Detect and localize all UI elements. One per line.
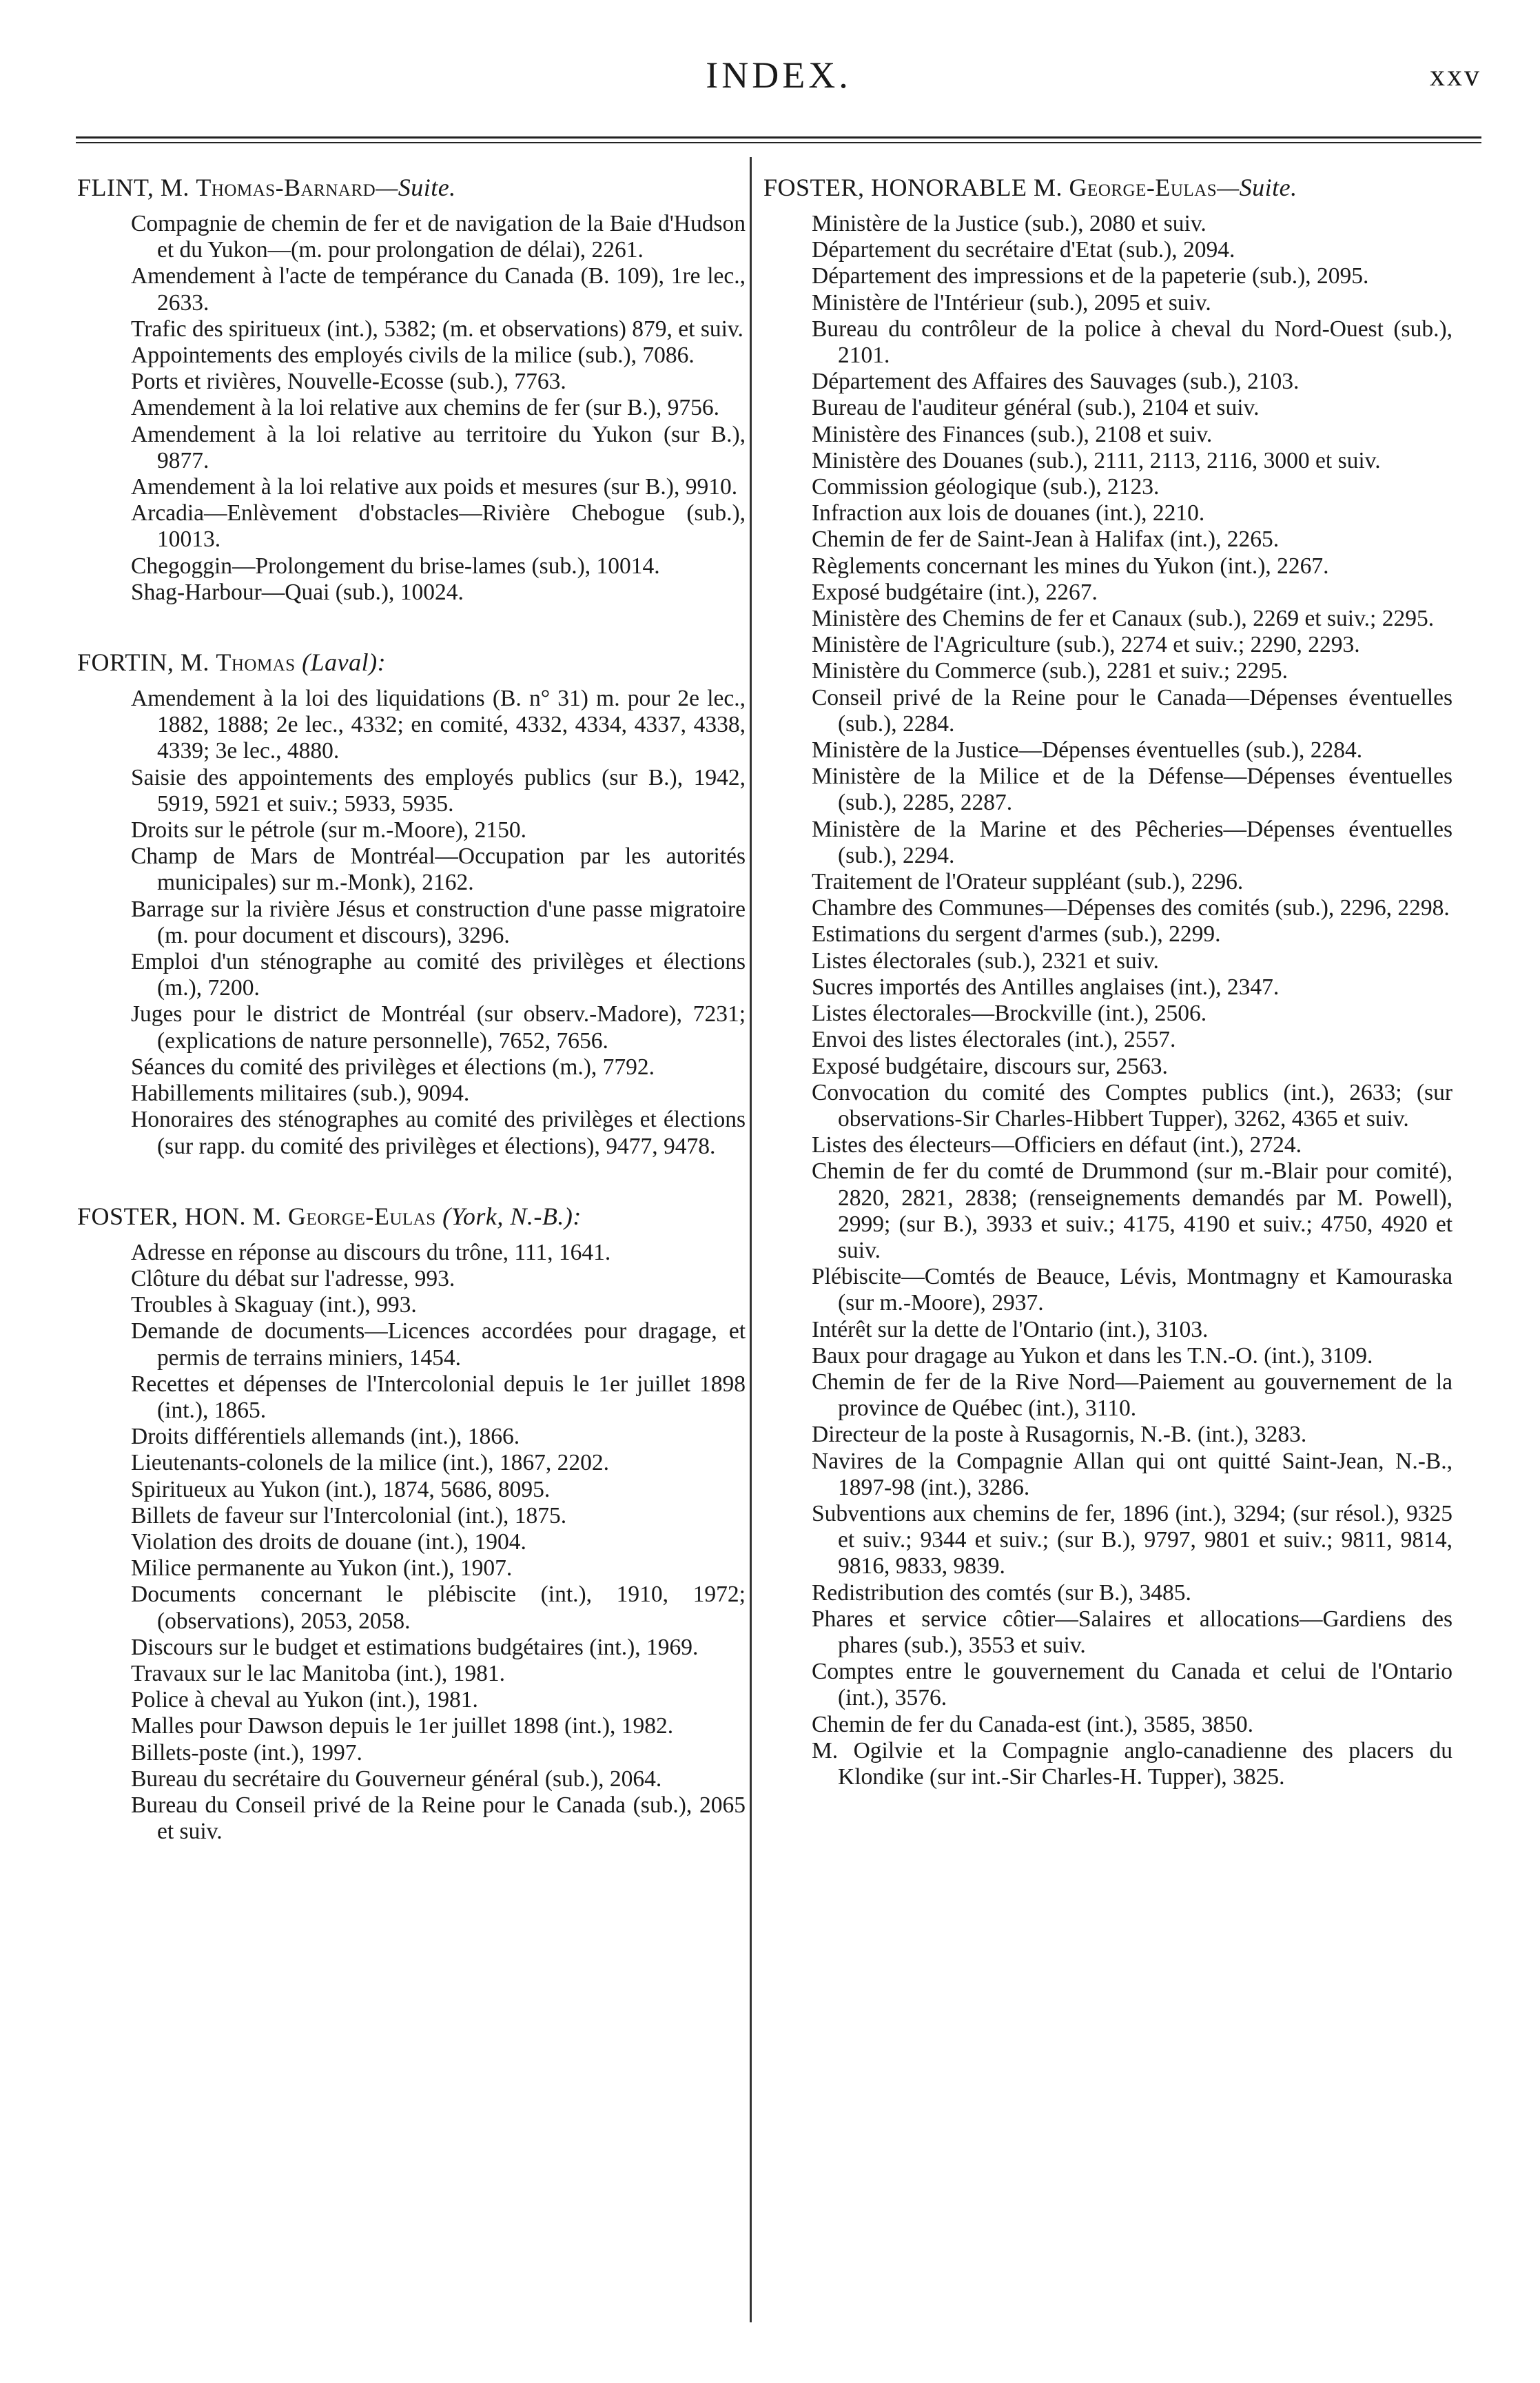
index-entry: Chemin de fer de Saint-Jean à Halifax (int.), 2265. [812,526,1280,553]
index-section [77,174,746,606]
index-entry: Appointements des employés civils de la milice (sub.), 7086. [131,342,695,369]
index-entry: Ministère de l'Agriculture (sub.), 2274 et suiv.; 2290, 2293. [812,632,1360,658]
index-entry: Champ de Mars de Montréal—Occupation par les autorités municipales) sur m.-Monk), 2162. [131,843,746,896]
index-entry: Département du secrétaire d'Etat (sub.), 2094. [812,237,1235,263]
index-entry: Bureau du secrétaire du Gouverneur général (sub.), 2064. [131,1766,662,1792]
index-entry: Ministère des Douanes (sub.), 2111, 2113, 2116, 3000 et suiv. [812,447,1381,473]
index-entry: Adresse en réponse au discours du trône, 111, 1641. [131,1239,611,1265]
column-divider [750,157,752,2322]
index-entry: Bureau de l'auditeur général (sub.), 2104 et suiv. [812,395,1260,421]
member-suffix: —Suite. [1217,174,1297,201]
index-entry: Emploi d'un sténographe au comité des privilèges et élections (m.), 7200. [131,949,746,1001]
index-entry: Infraction aux lois de douanes (int.), 2210. [812,500,1205,526]
header-rule [76,136,1481,139]
member-given-names: George-Eulas [288,1202,436,1230]
index-entry: Billets-poste (int.), 1997. [131,1739,362,1766]
member-suffix: (York, N.-B.): [435,1202,582,1230]
index-entry: Ministère des Finances (sub.), 2108 et suiv. [812,421,1213,447]
index-entry: Exposé budgétaire, discours sur, 2563. [812,1053,1168,1079]
section-heading [77,648,746,676]
index-entry: Directeur de la poste à Rusagornis, N.-B. (int.), 3283. [812,1422,1307,1448]
index-entry: Chegoggin—Prolongement du brise-lames (sub.), 10014. [131,553,660,579]
index-entry: Bureau du Conseil privé de la Reine pour le Canada (sub.), 2065 et suiv. [131,1792,746,1845]
index-entry: Juges pour le district de Montréal (sur observ.-Madore), 7231; (explications de nature personnelle), 7652, 7656. [131,1001,746,1054]
member-given-names: Thomas [216,648,296,677]
index-entry: Saisie des appointements des employés publics (sur B.), 1942, 5919, 5921 et suiv.; 5933, 5935. [131,764,746,817]
index-entry: Clôture du débat sur l'adresse, 993. [131,1265,455,1291]
member-given-names: George-Eulas [1069,174,1218,201]
index-entry: Ministère de la Justice—Dépenses éventuelles (sub.), 2284. [812,737,1363,764]
index-entry: Malles pour Dawson depuis le 1er juillet 1898 (int.), 1982. [131,1713,674,1739]
index-entry: Phares et service côtier—Salaires et allocations—Gardiens des phares (sub.), 3553 et suiv. [812,1606,1452,1658]
index-entry: Spiritueux au Yukon (int.), 1874, 5686, 8095. [131,1476,551,1502]
index-entry: Navires de la Compagnie Allan qui ont quitté Saint-Jean, N.-B., 1897-98 (int.), 3286. [812,1448,1452,1500]
index-entry: Amendement à la loi des liquidations (B. n° 31) m. pour 2e lec., 1882, 1888; 2e lec., 4332; en comité, 4332, 4334, 4337, 4338, 4339; 3e lec., 4880. [131,686,746,764]
index-entry: Milice permanente au Yukon (int.), 1907. [131,1555,513,1582]
running-head [76,54,1481,102]
index-entry: Discours sur le budget et estimations budgétaires (int.), 1969. [131,1634,699,1660]
index-section [77,1203,746,1845]
index-entry: Listes électorales—Brockville (int.), 2506. [812,1001,1207,1027]
index-entry: Demande de documents—Licences accordées pour dragage, et permis de terrains miniers, 1454. [131,1318,746,1371]
page-title: INDEX. [706,54,852,96]
index-entry: Ministère des Chemins de fer et Canaux (sub.), 2269 et suiv.; 2295. [812,606,1435,632]
header-rule-thin [76,142,1481,143]
index-entry: Amendement à l'acte de tempérance du Canada (B. 109), 1re lec., 2633. [131,263,746,316]
index-entry: Chemin de fer du comté de Drummond (sur m.-Blair pour comité), 2820, 2821, 2838; (renseignements demandés par M. Powell), 2999; (sur B.), 3933 et suiv.; 4175, 4190 et suiv.; 4750, 4920 et suiv. [812,1158,1452,1263]
index-entry: Arcadia—Enlèvement d'obstacles—Rivière Chebogue (sub.), 10013. [131,500,746,553]
index-entry: Trafic des spiritueux (int.), 5382; (m. et observations) 879, et suiv. [131,316,743,342]
index-entry: Amendement à la loi relative aux poids et mesures (sur B.), 9910. [131,474,738,500]
index-entry: Règlements concernant les mines du Yukon (int.), 2267. [812,553,1329,579]
index-entry: Séances du comité des privilèges et élections (m.), 7792. [131,1054,655,1080]
index-entry: Ports et rivières, Nouvelle-Ecosse (sub.), 7763. [131,369,566,395]
index-entry: Amendement à la loi relative au territoire du Yukon (sur B.), 9877. [131,421,746,473]
index-entry: Barrage sur la rivière Jésus et construction d'une passe migratoire (m. pour document et discours), 3296. [131,896,746,948]
index-entry: Violation des droits de douane (int.), 1904. [131,1528,526,1555]
index-entry: Estimations du sergent d'armes (sub.), 2299. [812,921,1221,948]
index-entry: Lieutenants-colonels de la milice (int.), 1867, 2202. [131,1450,610,1476]
index-entry: Chemin de fer de la Rive Nord—Paiement au gouvernement de la province de Québec (int.), 3110. [812,1369,1452,1422]
index-entry: Baux pour dragage au Yukon et dans les T.N.-O. (int.), 3109. [812,1342,1373,1369]
index-entry: Bureau du contrôleur de la police à cheval du Nord-Ouest (sub.), 2101. [812,316,1452,369]
member-name: FLINT, M. [77,174,189,201]
index-entry: Shag-Harbour—Quai (sub.), 10024. [131,579,464,605]
index-entry: Conseil privé de la Reine pour le Canada—Dépenses éventuelles (sub.), 2284. [812,684,1452,737]
member-name: FORTIN, M. [77,648,209,677]
index-entry: Compagnie de chemin de fer et de navigation de la Baie d'Hudson et du Yukon—(m. pour prolongation de délai), 2261. [131,211,746,263]
index-entry: Amendement à la loi relative aux chemins de fer (sur B.), 9756. [131,395,719,421]
index-entry: Redistribution des comtés (sur B.), 3485. [812,1579,1191,1606]
index-entry: Subventions aux chemins de fer, 1896 (int.), 3294; (sur résol.), 9325 et suiv.; 9344 et suiv.; (sur B.), 9797, 9801 et suiv.; 9811, 9814, 9816, 9833, 9839. [812,1500,1452,1579]
index-entry: M. Ogilvie et la Compagnie anglo-canadienne des placers du Klondike (sur int.-Sir Charles-H. Tupper), 3825. [812,1737,1452,1790]
index-entry: Exposé budgétaire (int.), 2267. [812,579,1098,605]
index-entry: Plébiscite—Comtés de Beauce, Lévis, Montmagny et Kamouraska (sur m.-Moore), 2937. [812,1264,1452,1316]
index-entry: Droits sur le pétrole (sur m.-Moore), 2150. [131,817,527,843]
index-entry: Recettes et dépenses de l'Intercolonial depuis le 1er juillet 1898 (int.), 1865. [131,1371,746,1423]
page-number: xxv [1430,59,1481,92]
section-heading [763,174,1452,201]
right-column [763,174,1452,1833]
member-suffix: —Suite. [376,174,456,201]
index-entry: Ministère de la Marine et des Pêcheries—Dépenses éventuelles (sub.), 2294. [812,816,1452,868]
index-entry: Listes des électeurs—Officiers en défaut (int.), 2724. [812,1132,1302,1158]
index-entry: Travaux sur le lac Manitoba (int.), 1981. [131,1660,506,1686]
index-entry: Chemin de fer du Canada-est (int.), 3585, 3850. [812,1711,1253,1737]
index-entry: Ministère de la Milice et de la Défense—Dépenses éventuelles (sub.), 2285, 2287. [812,764,1452,816]
index-entry: Troubles à Skaguay (int.), 993. [131,1292,417,1318]
section-heading [77,1203,746,1230]
member-suffix: (Laval): [295,648,387,677]
index-entry: Chambre des Communes—Dépenses des comités (sub.), 2296, 2298. [812,895,1450,921]
index-entry: Ministère du Commerce (sub.), 2281 et suiv.; 2295. [812,658,1288,684]
index-entry: Billets de faveur sur l'Intercolonial (int.), 1875. [131,1502,567,1528]
index-entry: Documents concernant le plébiscite (int.), 1910, 1972; (observations), 2053, 2058. [131,1582,746,1634]
index-entry: Comptes entre le gouvernement du Canada et celui de l'Ontario (int.), 3576. [812,1659,1452,1711]
index-entry: Département des Affaires des Sauvages (sub.), 2103. [812,369,1300,395]
index-section [77,648,746,1160]
index-section [763,174,1452,1790]
index-entry: Département des impressions et de la papeterie (sub.), 2095. [812,263,1369,289]
index-entry: Commission géologique (sub.), 2123. [812,474,1160,500]
member-name: FOSTER, HON. M. [77,1202,282,1230]
member-given-names: Thomas-Barnard [196,174,376,201]
index-entry: Traitement de l'Orateur suppléant (sub.), 2296. [812,869,1244,895]
index-entry: Envoi des listes électorales (int.), 2557. [812,1027,1176,1053]
left-column [77,174,746,1888]
index-entry: Ministère de la Justice (sub.), 2080 et suiv. [812,211,1207,236]
index-entry: Ministère de l'Intérieur (sub.), 2095 et suiv. [812,289,1211,316]
index-entry: Listes électorales (sub.), 2321 et suiv. [812,948,1159,974]
index-entry: Intérêt sur la dette de l'Ontario (int.), 3103. [812,1316,1209,1342]
index-entry: Habillements militaires (sub.), 9094. [131,1081,470,1107]
index-entry: Droits différentiels allemands (int.), 1866. [131,1424,520,1450]
index-entry: Convocation du comité des Comptes publics (int.), 2633; (sur observations-Sir Charles-Hibbert Tupper), 3262, 4365 et suiv. [812,1079,1452,1132]
section-heading [77,174,746,201]
member-name: FOSTER, HONORABLE M. [763,174,1063,201]
index-entry: Sucres importés des Antilles anglaises (int.), 2347. [812,974,1280,1000]
index-entry: Police à cheval au Yukon (int.), 1981. [131,1687,478,1713]
index-entry: Honoraires des sténographes au comité des privilèges et élections (sur rapp. du comité des privilèges et élections), 9477, 9478. [131,1107,746,1159]
